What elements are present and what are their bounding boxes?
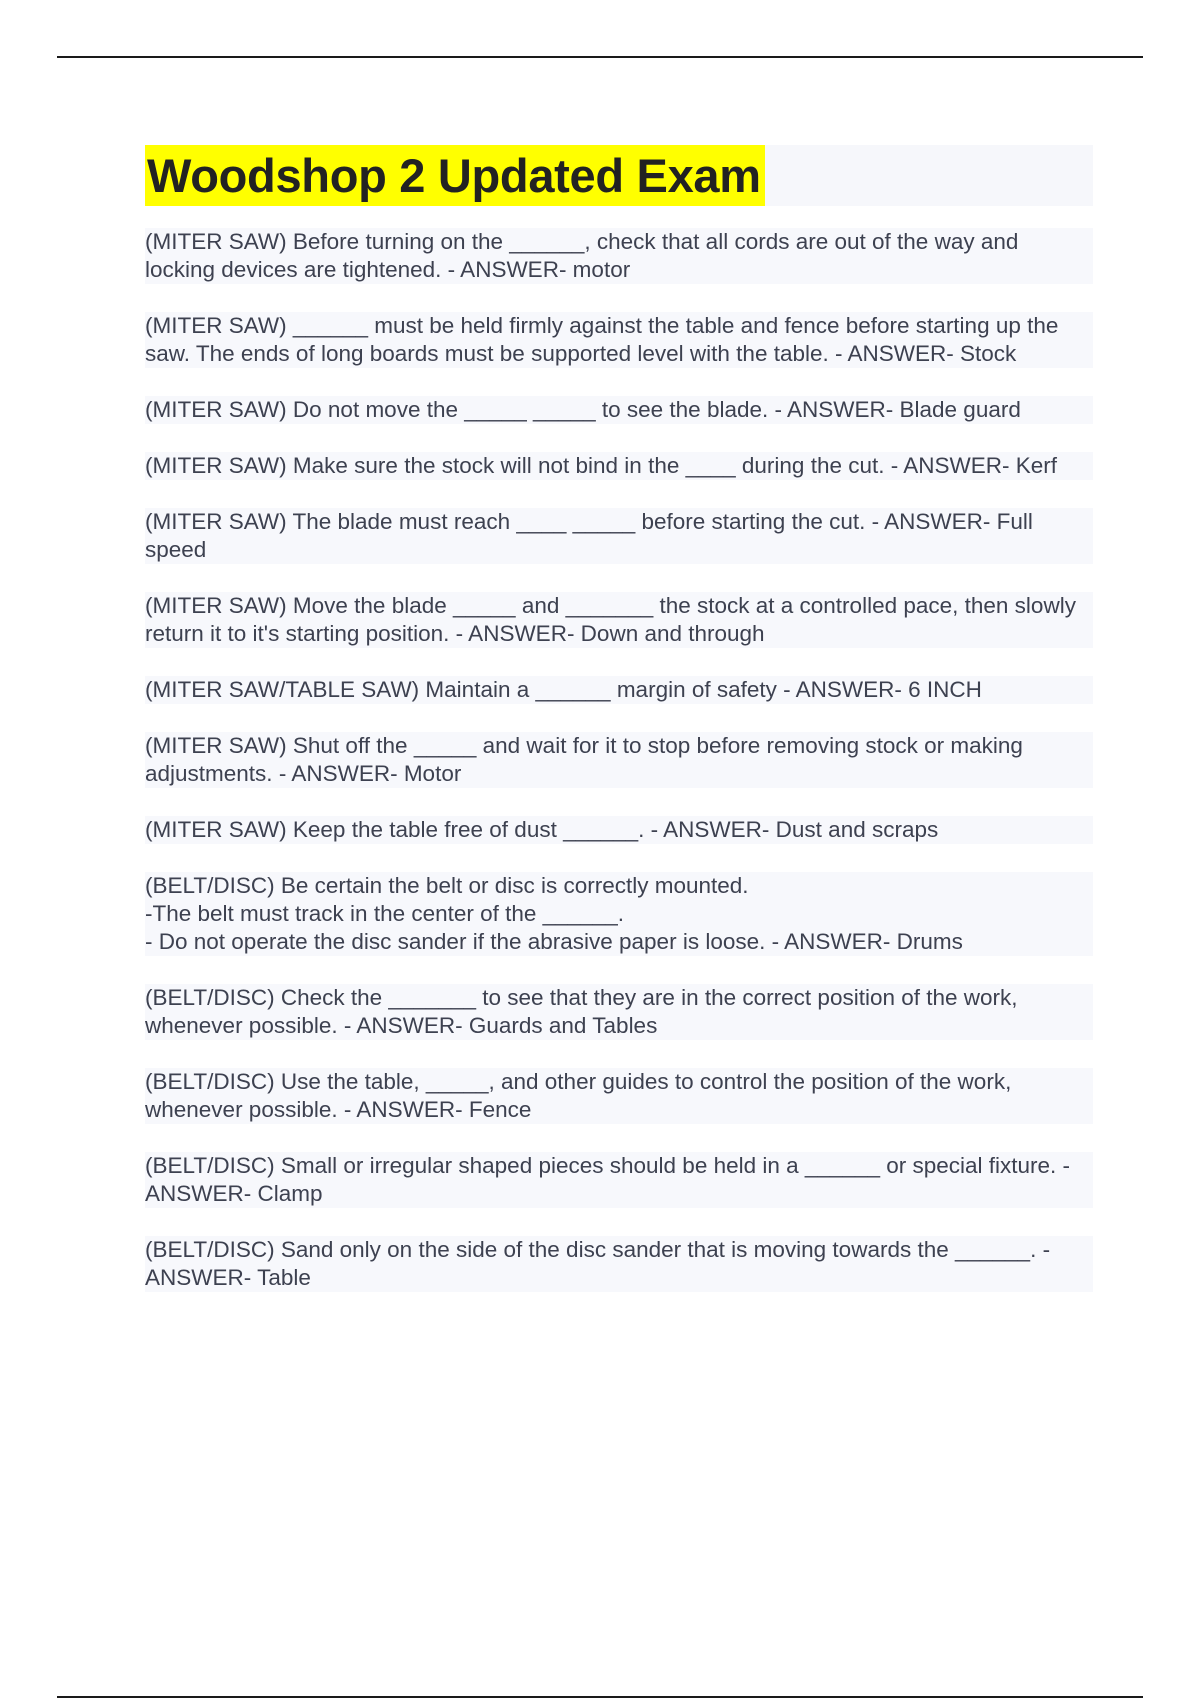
qa-item: (MITER SAW) Move the blade _____ and _______ the stock at a controlled pace, then slowly return it to it's starting position. - ANSWER- Down and through <box>145 592 1093 648</box>
qa-item: (MITER SAW/TABLE SAW) Maintain a ______ margin of safety - ANSWER- 6 INCH <box>145 676 1093 704</box>
qa-item: (MITER SAW) Do not move the _____ _____ to see the blade. - ANSWER- Blade guard <box>145 396 1093 424</box>
bottom-rule <box>57 1696 1143 1698</box>
qa-item: (MITER SAW) The blade must reach ____ _____ before starting the cut. - ANSWER- Full speed <box>145 508 1093 564</box>
qa-item: (MITER SAW) Before turning on the ______, check that all cords are out of the way and locking devices are tightened. - ANSWER- motor <box>145 228 1093 284</box>
top-rule <box>57 56 1143 58</box>
qa-item: (MITER SAW) Make sure the stock will not bind in the ____ during the cut. - ANSWER- Kerf <box>145 452 1093 480</box>
document-title: Woodshop 2 Updated Exam <box>145 145 765 206</box>
qa-item: (MITER SAW) ______ must be held firmly against the table and fence before starting up the saw. The ends of long boards must be supported level with the table. - ANSWER- Stock <box>145 312 1093 368</box>
document-body <box>145 145 1093 1320</box>
qa-item: (BELT/DISC) Sand only on the side of the disc sander that is moving towards the ______. - ANSWER- Table <box>145 1236 1093 1292</box>
qa-item: (BELT/DISC) Be certain the belt or disc is correctly mounted. -The belt must track in the center of the ______. - Do not operate the disc sander if the abrasive paper is loose. - ANSWER- Drums <box>145 872 1093 956</box>
qa-item: (MITER SAW) Shut off the _____ and wait for it to stop before removing stock or making adjustments. - ANSWER- Motor <box>145 732 1093 788</box>
qa-item: (MITER SAW) Keep the table free of dust ______. - ANSWER- Dust and scraps <box>145 816 1093 844</box>
qa-item: (BELT/DISC) Small or irregular shaped pieces should be held in a ______ or special fixture. - ANSWER- Clamp <box>145 1152 1093 1208</box>
title-row <box>145 145 1093 206</box>
qa-item: (BELT/DISC) Use the table, _____, and other guides to control the position of the work, whenever possible. - ANSWER- Fence <box>145 1068 1093 1124</box>
qa-item: (BELT/DISC) Check the _______ to see that they are in the correct position of the work, whenever possible. - ANSWER- Guards and Tables <box>145 984 1093 1040</box>
